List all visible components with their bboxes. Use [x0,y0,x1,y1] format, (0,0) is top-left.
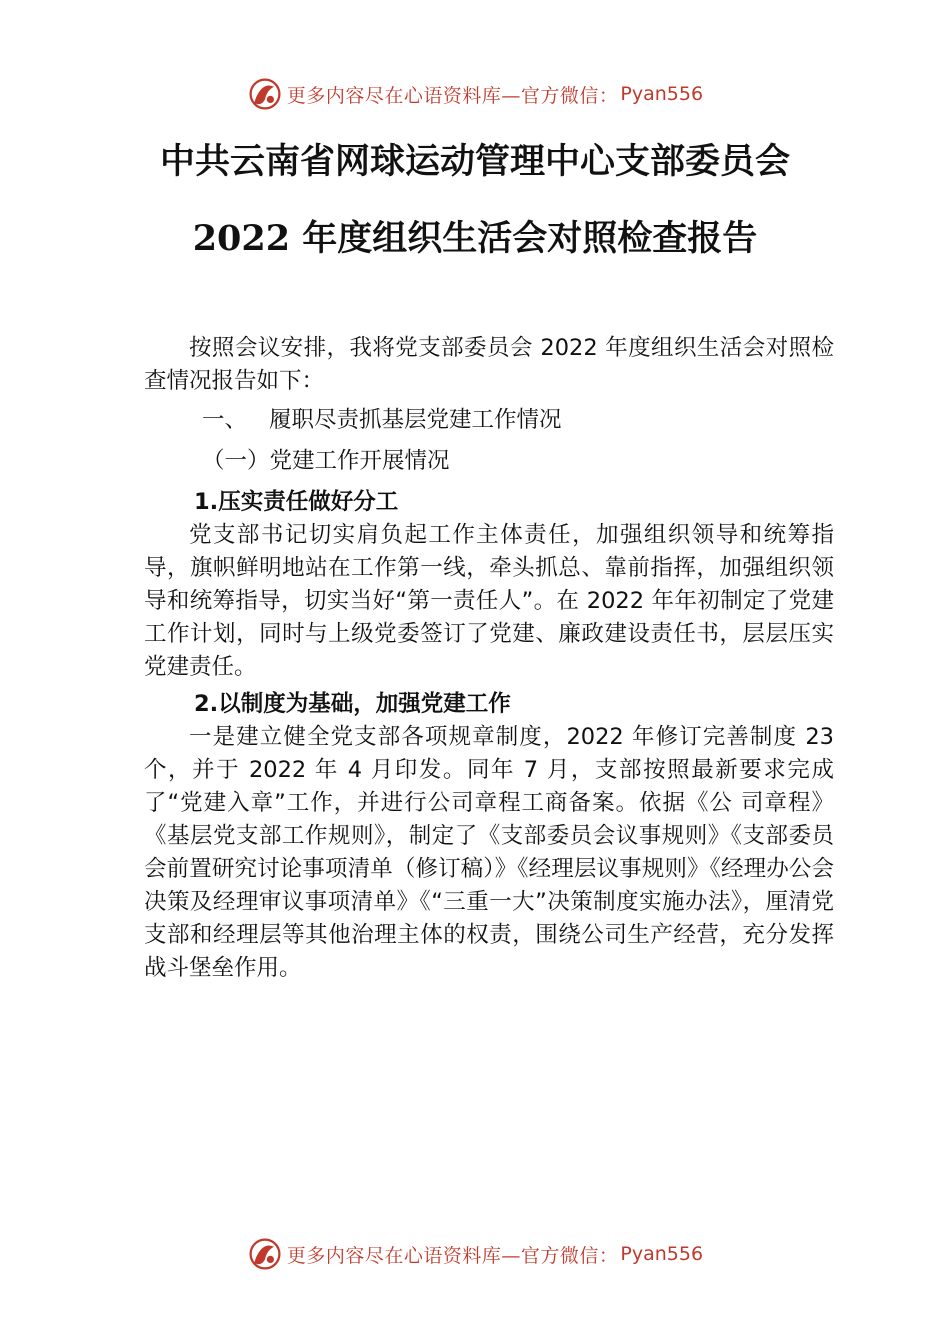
watermark-text: 更多内容尽在心语资料库—官方微信： [286,1244,619,1267]
section-title: 履职尽责抓基层党建工作情况 [269,407,562,433]
document-title-line2: 2022 年度组织生活会对照检查报告 [192,218,758,259]
document-title-line1: 中共云南省网球运动管理中心支部委员会 [159,141,790,182]
watermark-text: 更多内容尽在心语资料库—官方微信： [286,84,619,107]
intro-paragraph: 按照会议安排，我将党支部委员会 2022 年度组织生活会对照检查情况报告如下： [144,335,834,394]
document-body [144,332,834,985]
watermark-wechat-id: Pyan556 [620,1243,704,1265]
item-heading-1: 1.压实责任做好分工 [194,489,399,515]
watermark-footer [0,1232,950,1276]
item-heading-2: 2.以制度为基础，加强党建工作 [194,691,511,717]
section-heading [144,404,834,437]
watermark-header [0,72,950,116]
item-paragraph-1: 党支部书记切实肩负起工作主体责任，加强组织领导和统筹指导，旗帜鲜明地站在工作第一线，牵头抓总、靠前指挥，加强组织领导和统筹指导，切实当好“第一责任人”。在 2022 年年初制定了党建工作计划，同时与上级党委签订了党建、廉政建设责任书，层层压实党建责任。 [144,522,834,680]
section-number: 一、 [202,407,248,433]
brand-logo-icon [247,1236,283,1272]
item-paragraph-2: 一是建立健全党支部各项规章制度，2022 年修订完善制度 23 个，并于 2022 年 4 月印发。同年 7 月，支部按照最新要求完成了“党建入章”工作，并进行公司章程工商备案。依据《公 司章程》《基层党支部工作规则》，制定了《支部委员会议事规则》《支部委员会前置研究讨论事项清单（修订稿）》《经理层议事规则》《经理办公会决策及经理审议事项清单》《“三重一大”决策制度实施办法》，厘清党支部和经理层等其他治理主体的权责，围绕公司生产经营，充分发挥战斗堡垒作用。 [144,724,834,981]
subsection-heading: （一）党建工作开展情况 [202,448,450,474]
brand-logo-icon [247,76,283,112]
watermark-wechat-id: Pyan556 [620,83,704,105]
